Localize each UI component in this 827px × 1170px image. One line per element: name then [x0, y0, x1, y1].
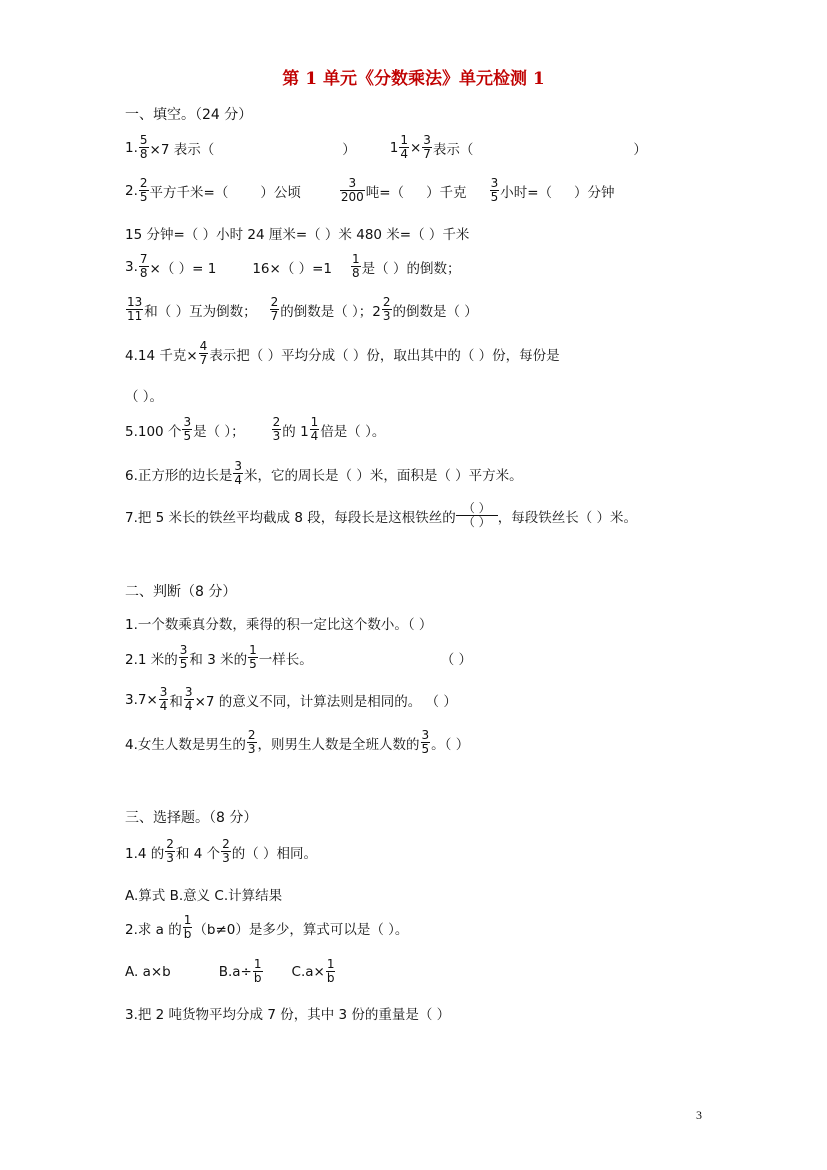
judge-4 — [125, 729, 469, 756]
q-text: 4.14 千克× — [125, 347, 198, 364]
q-text: × — [409, 139, 422, 156]
fraction: $\frac{3}{4}$ — [234, 459, 243, 487]
q-text: 2.1 米的 — [125, 651, 178, 668]
question-1-7 — [125, 502, 637, 529]
choice-1-options: A.算式 B.意义 C.计算结果 — [125, 888, 283, 904]
blank-fraction: $\frac{( )}{( )}$ — [457, 502, 497, 529]
fraction: $\frac{3}{5}$ — [179, 643, 188, 671]
q-text: ×7 表示（ — [149, 141, 215, 158]
q-text: 7.把 5 米长的铁丝平均截成 8 段，每段长是这根铁丝的 — [125, 509, 456, 526]
q-text: 16×（ ）=1 — [252, 260, 333, 277]
fraction: $\frac{2}{3}$ — [222, 837, 230, 865]
q-text: 6.正方形的边长是 — [125, 467, 233, 484]
fraction: $\frac{2}{3}$ — [382, 295, 391, 323]
q-text: 1 — [389, 139, 399, 156]
q-text: 的（ ）相同。 — [231, 845, 318, 862]
question-1-5 — [125, 416, 385, 443]
fraction: $\frac{4}{7}$ — [199, 339, 208, 367]
q-text: 的倒数是（ ）；2 — [280, 303, 381, 320]
fraction: $\frac{2}{3}$ — [247, 728, 256, 756]
q-text: 表示把（ ）平均分成（ ）份，取出其中的（ ）份，每份是 — [209, 347, 560, 364]
q-text: ，每段铁丝长（ ）米。 — [497, 509, 638, 526]
q-text: （ ） — [440, 651, 473, 668]
fraction: $\frac{1}{4}$ — [310, 415, 319, 443]
question-1-4b: （ ）。 — [125, 389, 164, 405]
judge-2 — [125, 644, 472, 671]
option-c: C.a× — [291, 963, 325, 980]
q-text: 和 — [169, 693, 183, 710]
fraction: $\frac{3}{5}$ — [183, 415, 192, 443]
choice-2-options — [125, 958, 336, 985]
choice-2 — [125, 914, 408, 941]
fraction: $\frac{3}{7}$ — [423, 133, 431, 161]
fraction: $\frac{1}{b}$ — [183, 913, 192, 941]
fraction: $\frac{13}{11}$ — [127, 295, 143, 323]
q-text: ） — [342, 141, 356, 158]
fraction: $\frac{1}{b}$ — [326, 957, 335, 985]
judge-3 — [125, 686, 457, 713]
q-text: 和（ ）互为倒数； — [144, 303, 257, 320]
option-b: B.a÷ — [218, 963, 252, 980]
fraction: $\frac{3}{5}$ — [490, 176, 499, 204]
question-1-2 — [125, 177, 615, 204]
q-text: 是（ ）的倒数； — [361, 260, 461, 277]
fraction: $\frac{3}{4}$ — [159, 685, 168, 713]
q-text: 的 1 — [282, 423, 309, 440]
fraction: $\frac{2}{3}$ — [166, 837, 174, 865]
choice-3: 3.把 2 吨货物平均分成 7 份，其中 3 份的重量是（ ） — [125, 1007, 451, 1023]
option-a: A. a×b — [125, 963, 171, 980]
fraction: $\frac{2}{7}$ — [270, 295, 279, 323]
page-number: 3 — [696, 1108, 702, 1122]
q-text: 米，它的周长是（ ）米，面积是（ ）平方米。 — [244, 467, 523, 484]
q-text: 吨=（ — [365, 184, 405, 201]
page-title: 第 1 单元《分数乘法》单元检测 1 — [282, 69, 545, 89]
q-text: ）公顷 — [260, 184, 301, 201]
q-text: 和 3 米的 — [189, 651, 248, 668]
fraction: $\frac{1}{5}$ — [249, 643, 257, 671]
q-text: 2.求 a 的 — [125, 921, 182, 938]
q-text: ×7 的意义不同，计算法则是相同的。 （ ） — [194, 693, 457, 710]
q-text: ，则男生人数是全班人数的 — [257, 736, 420, 753]
q-text: 3.7× — [125, 691, 158, 708]
q-text: 5.100 个 — [125, 423, 182, 440]
fraction: $\frac{1}{b}$ — [253, 957, 262, 985]
section-heading-fill-blank: 一、填空。（24 分） — [125, 107, 253, 123]
question-1-4 — [125, 340, 560, 367]
fraction: $\frac{3}{200}$ — [340, 176, 364, 204]
fraction: $\frac{1}{4}$ — [400, 133, 408, 161]
q-text: 1.4 的 — [125, 845, 165, 862]
question-1-2b: 15 分钟=（ ）小时 24 厘米=（ ）米 480 米=（ ）千米 — [125, 227, 470, 243]
q-text: 4.女生人数是男生的 — [125, 736, 246, 753]
question-1-3b — [125, 296, 478, 323]
q-text: 倍是（ ）。 — [320, 423, 386, 440]
q-text: 的倒数是（ ） — [392, 303, 478, 320]
q-num: 2. — [125, 182, 138, 199]
q-text: 小时=（ — [500, 184, 553, 201]
q-text: 表示（ — [432, 141, 474, 158]
question-1-3 — [125, 253, 460, 280]
fraction: $\frac{3}{5}$ — [421, 728, 430, 756]
choice-1 — [125, 838, 317, 865]
q-text: 是（ ）； — [193, 423, 245, 440]
fraction: $\frac{2}{5}$ — [139, 176, 148, 204]
q-num: 1. — [125, 139, 138, 156]
q-text: ）分钟 — [574, 184, 615, 201]
section-heading-judge: 二、判断（8 分） — [125, 584, 237, 600]
question-1-6 — [125, 460, 523, 487]
q-text: （b≠0）是多少，算式可以是（ ）。 — [193, 921, 409, 938]
q-text: 和 4 个 — [175, 845, 221, 862]
section-heading-choice: 三、选择题。（8 分） — [125, 810, 258, 826]
fraction: $\frac{1}{8}$ — [352, 252, 360, 280]
q-text: ）千克 — [426, 184, 467, 201]
q-text: 一样长。 — [258, 651, 313, 668]
fraction: $\frac{3}{4}$ — [184, 685, 193, 713]
question-1-1 — [125, 134, 647, 161]
q-text: 平方千米=（ — [149, 184, 229, 201]
q-text: ） — [633, 141, 647, 158]
q-text: 。（ ） — [431, 736, 470, 753]
fraction: $\frac{7}{8}$ — [139, 252, 148, 280]
q-num: 3. — [125, 258, 138, 275]
fraction: $\frac{5}{8}$ — [139, 133, 148, 161]
q-text: ×（ ）= 1 — [149, 260, 217, 277]
fraction: $\frac{2}{3}$ — [272, 415, 281, 443]
judge-1: 1.一个数乘真分数，乘得的积一定比这个数小。（ ） — [125, 617, 433, 633]
